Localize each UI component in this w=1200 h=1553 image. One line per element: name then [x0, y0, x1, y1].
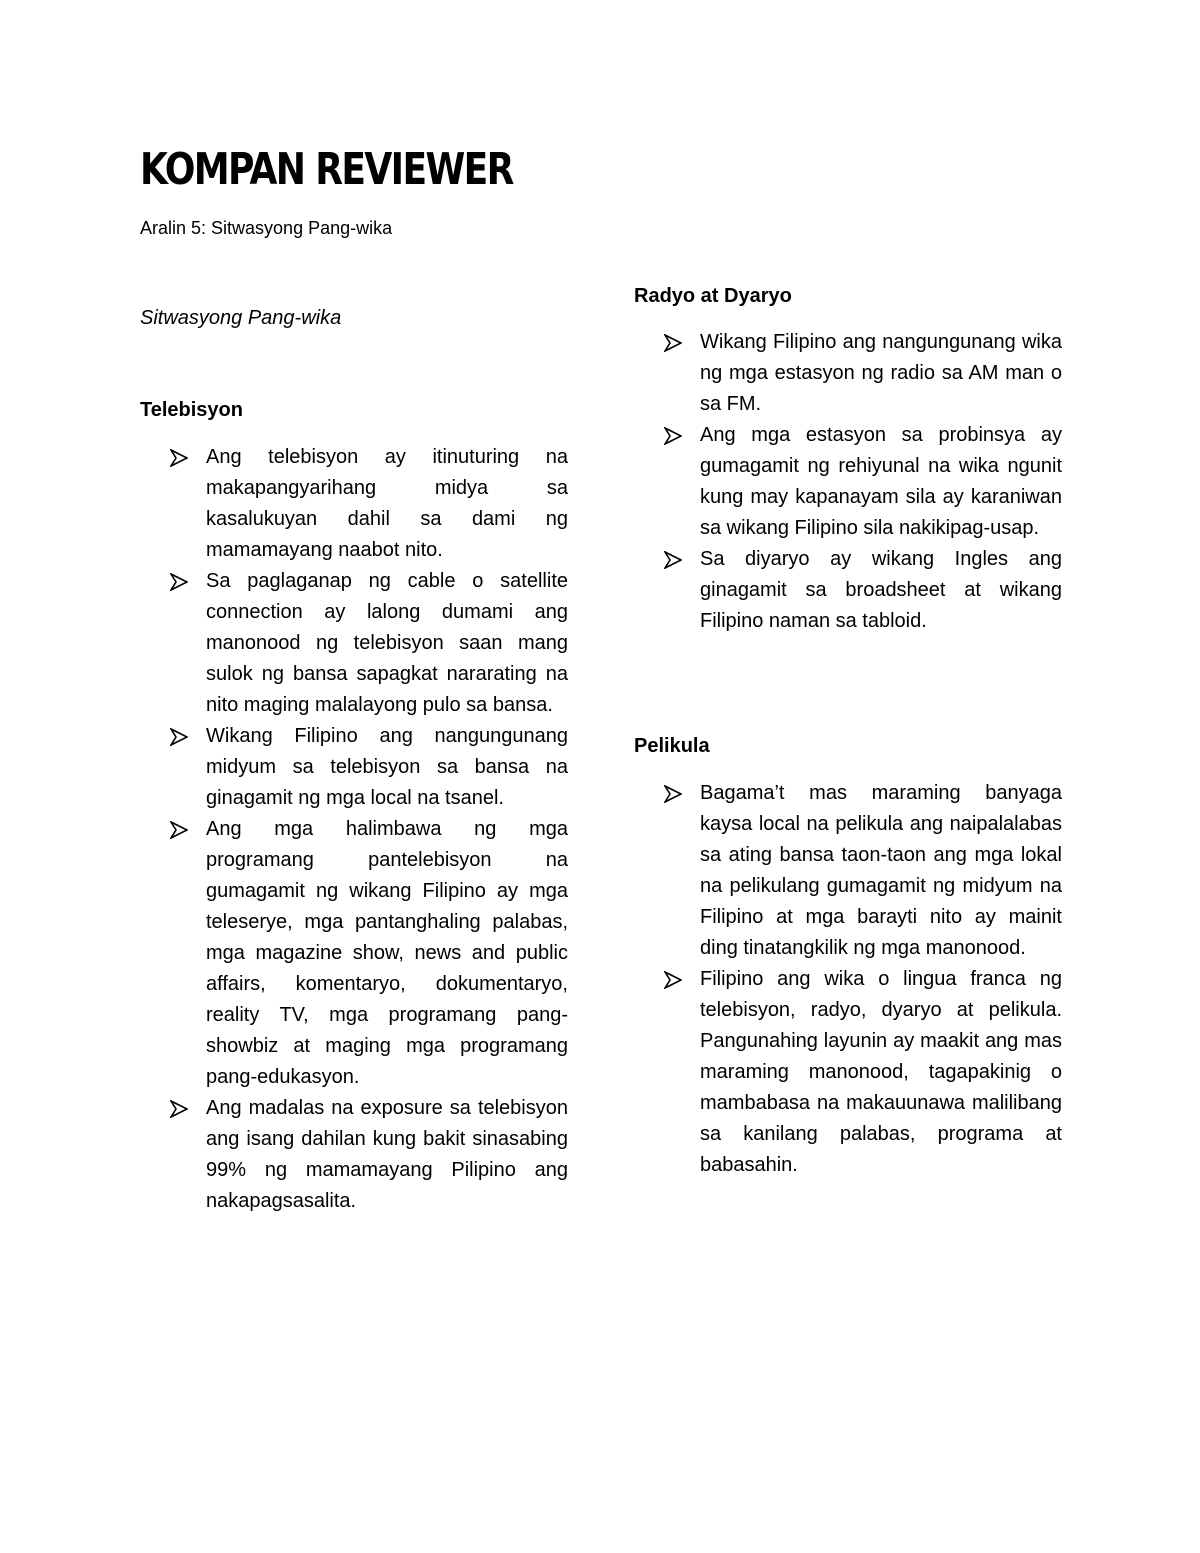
list-item-text: Ang madalas na exposure sa telebisyon ang isang dahilan kung bakit sinasabing 99% ng mamamayang Pilipino ang nakapagsasalita.	[206, 1097, 568, 1212]
list-item	[140, 1093, 568, 1217]
radyo-bullet-list	[634, 327, 1062, 637]
section-heading-pelikula: Pelikula	[634, 735, 710, 757]
arrowhead-bullet-icon	[170, 442, 190, 473]
list-item	[634, 544, 1062, 637]
list-item-text: Wikang Filipino ang nangungunang midyum sa telebisyon sa bansa na ginagamit ng mga local na tsanel.	[206, 725, 568, 809]
list-item	[140, 566, 568, 721]
list-item	[140, 814, 568, 1093]
arrowhead-bullet-icon	[664, 778, 684, 809]
arrowhead-bullet-icon	[664, 420, 684, 451]
list-item-text: Filipino ang wika o lingua franca ng telebisyon, radyo, dyaryo at pelikula. Pangunahing layunin ay maakit ang mas maraming manonood, tagapakinig o mambabasa na makauunawa malilibang sa kanilang palabas, programa at babasahin.	[700, 968, 1062, 1176]
section-heading-telebisyon: Telebisyon	[140, 399, 243, 421]
list-item-text: Ang mga estasyon sa probinsya ay gumagamit ng rehiyunal na wika ngunit kung may kapanayam sila ay karaniwan sa wikang Filipino sila nakikipag-usap.	[700, 424, 1062, 539]
arrowhead-bullet-icon	[664, 964, 684, 995]
list-item-text: Ang mga halimbawa ng mga programang pantelebisyon na gumagamit ng wikang Filipino ay mga teleserye, mga pantanghaling palabas, mga magazine show, news and public affairs, komentaryo, dokumentaryo, reality TV, mga programang pang-showbiz at maging mga programang pang-edukasyon.	[206, 818, 568, 1088]
arrowhead-bullet-icon	[170, 814, 190, 845]
arrowhead-bullet-icon	[170, 721, 190, 752]
document-title: KOMPAN REVIEWER	[140, 144, 513, 195]
list-item	[140, 721, 568, 814]
list-item-text: Ang telebisyon ay itinuturing na makapangyarihang midya sa kasalukuyan dahil sa dami ng mamamayang naabot nito.	[206, 446, 568, 561]
list-item-text: Sa paglaganap ng cable o satellite connection ay lalong dumami ang manonood ng telebisyon saan mang sulok ng bansa sapagkat nararating na nito maging malalayong pulo sa bansa.	[206, 570, 568, 716]
list-item-text: Wikang Filipino ang nangungunang wika ng mga estasyon ng radio sa AM man o sa FM.	[700, 331, 1062, 415]
section-heading-radyo-at-dyaryo: Radyo at Dyaryo	[634, 285, 792, 307]
arrowhead-bullet-icon	[170, 566, 190, 597]
list-item	[634, 778, 1062, 964]
telebisyon-bullet-list	[140, 442, 568, 1217]
arrowhead-bullet-icon	[664, 544, 684, 575]
list-item-text: Bagama’t mas maraming banyaga kaysa local na pelikula ang naipalalabas sa ating bansa taon-taon ang mga lokal na pelikulang gumagamit ng midyum na Filipino at mga barayti nito ay mainit ding tinatangkilik ng mga manonood.	[700, 782, 1062, 959]
topic-label: Sitwasyong Pang-wika	[140, 307, 342, 329]
list-item	[140, 442, 568, 566]
list-item	[634, 420, 1062, 544]
list-item	[634, 327, 1062, 420]
lesson-subtitle: Aralin 5: Sitwasyong Pang-wika	[140, 218, 393, 238]
arrowhead-bullet-icon	[664, 327, 684, 358]
list-item-text: Sa diyaryo ay wikang Ingles ang ginagamit sa broadsheet at wikang Filipino naman sa tabloid.	[700, 548, 1062, 632]
pelikula-bullet-list	[634, 778, 1062, 1181]
list-item	[634, 964, 1062, 1181]
arrowhead-bullet-icon	[170, 1093, 190, 1124]
